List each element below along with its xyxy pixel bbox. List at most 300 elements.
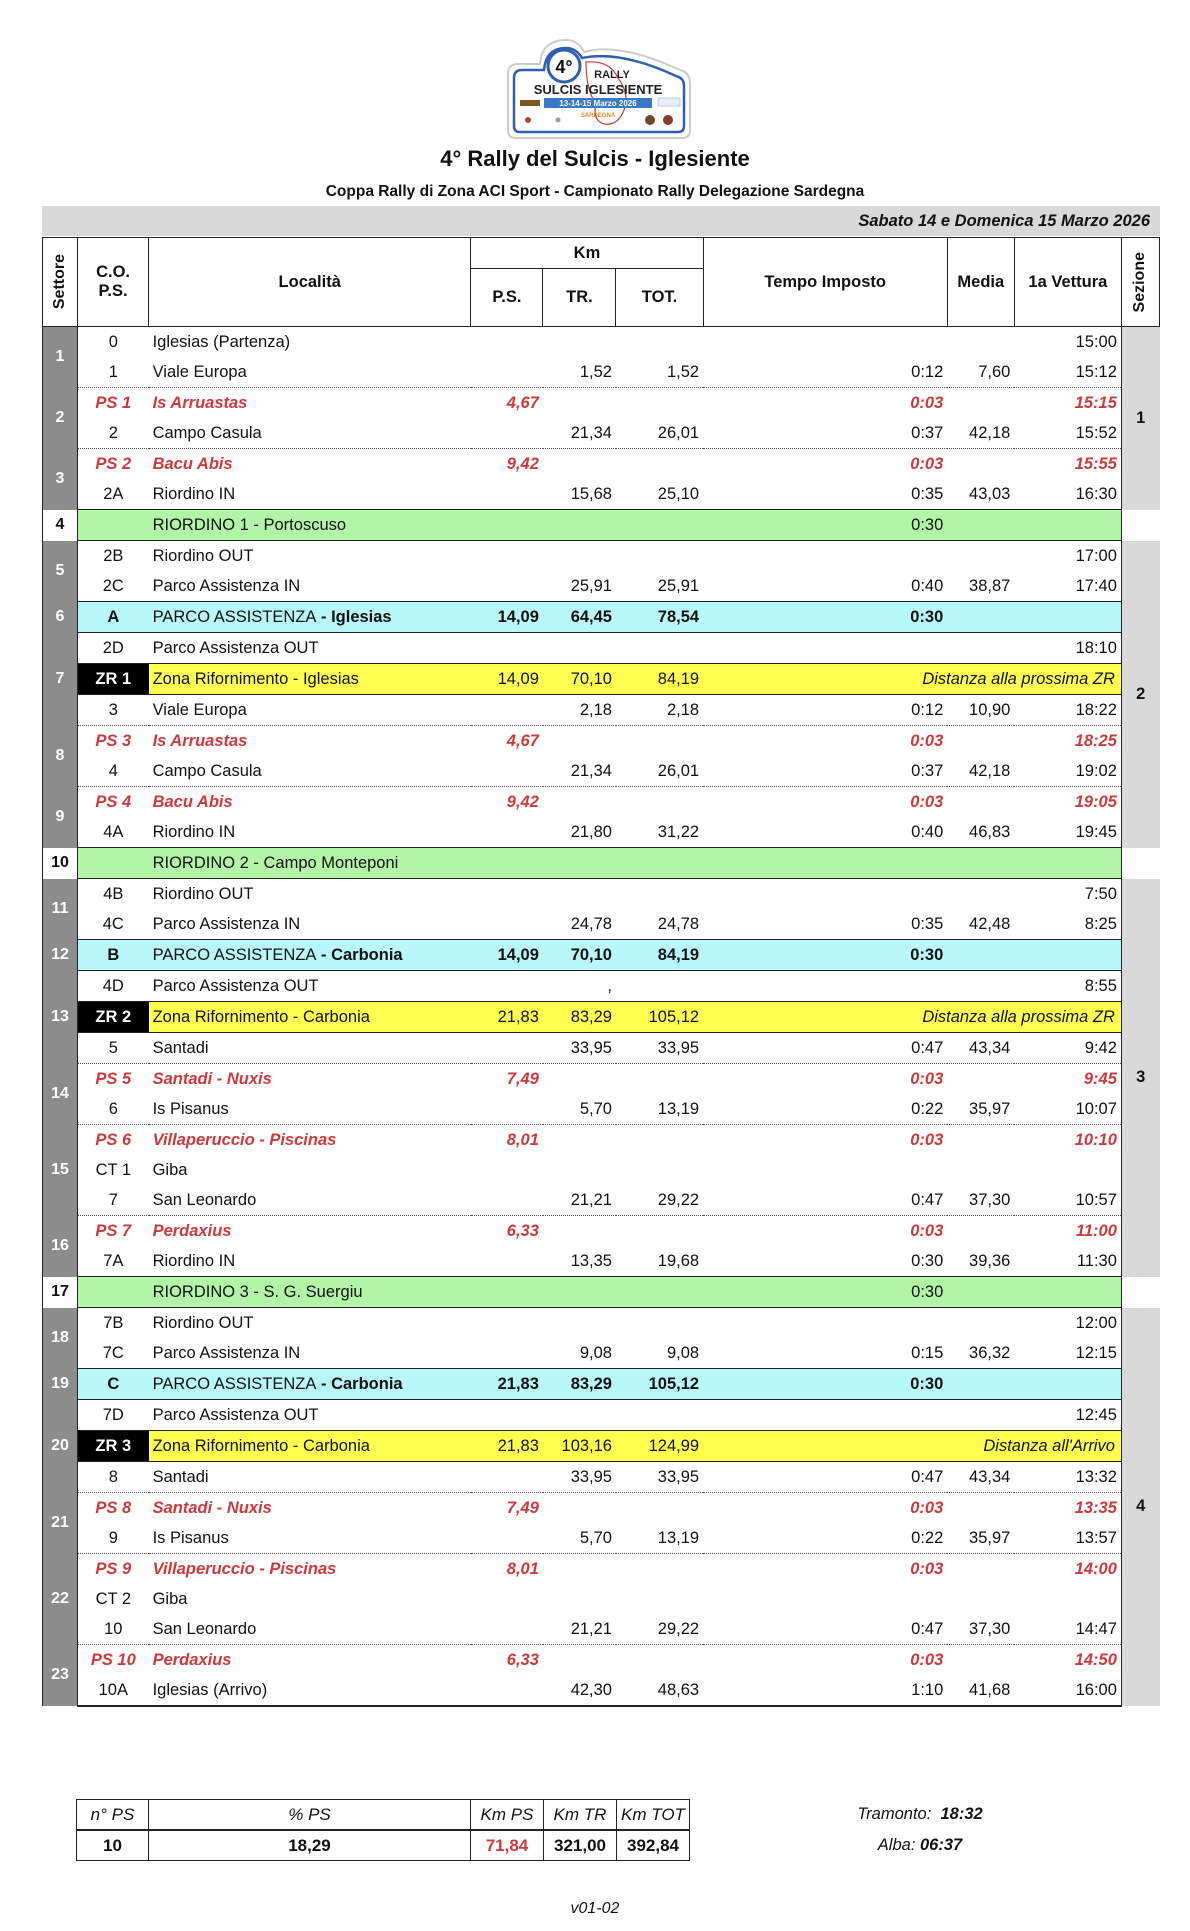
km-tr: 70,10 <box>543 664 616 695</box>
settore-number: 7 <box>43 633 78 726</box>
km-tr <box>543 1308 616 1339</box>
km-tr <box>543 541 616 572</box>
km-tot: 84,19 <box>616 940 703 971</box>
control-code: 7A <box>103 1251 124 1270</box>
control-row <box>43 327 1160 358</box>
location: Campo Casula <box>149 756 471 787</box>
location: Parco Assistenza OUT <box>152 976 319 995</box>
stage-row <box>43 726 1160 757</box>
control-code: 4B <box>103 884 124 903</box>
control-row <box>43 1675 1160 1706</box>
km-tr: 21,34 <box>543 418 616 449</box>
summary-header-pct-ps: % PS <box>149 1800 471 1831</box>
km-ps <box>471 971 543 1002</box>
regroup-row <box>43 848 1160 879</box>
event-date: Sabato 14 e Domenica 15 Marzo 2026 <box>858 212 1150 230</box>
km-tot: 2,18 <box>616 695 703 726</box>
stage-row <box>43 388 1160 419</box>
imposed-time: 0:30 <box>703 940 947 971</box>
average-speed <box>947 541 1014 572</box>
imposed-time: 0:03 <box>910 1650 944 1669</box>
km-ps: 21,83 <box>471 1369 543 1400</box>
first-car-time: 15:00 <box>1014 327 1121 358</box>
control-code: 7D <box>102 1405 124 1424</box>
km-ps <box>471 1584 543 1614</box>
km-tr <box>543 1125 616 1156</box>
km-ps <box>471 1185 543 1216</box>
km-tr: 21,21 <box>543 1614 616 1645</box>
average-speed <box>947 787 1014 818</box>
km-ps: 8,01 <box>506 1559 539 1578</box>
location: Campo Casula <box>149 418 471 449</box>
average-speed: 36,32 <box>969 1343 1011 1362</box>
service-park-row <box>43 940 1160 971</box>
location <box>149 940 471 971</box>
km-tr: 21,21 <box>543 1185 616 1216</box>
km-ps: 14,09 <box>471 940 543 971</box>
location-detail: - Carbonia <box>316 1374 403 1393</box>
first-car-time: 19:45 <box>1014 817 1121 848</box>
km-tot: 33,95 <box>616 1033 703 1064</box>
location: Is Arruastas <box>152 731 248 750</box>
average-speed <box>947 1308 1014 1339</box>
location: San Leonardo <box>149 1614 471 1645</box>
imposed-time <box>703 1400 947 1431</box>
imposed-time: 0:47 <box>703 1614 947 1645</box>
location: Giba <box>152 1589 188 1608</box>
imposed-time: 0:40 <box>911 822 944 841</box>
location: Riordino OUT <box>152 1313 254 1332</box>
control-code: C <box>78 1369 149 1400</box>
location: Zona Rifornimento - Carbonia <box>149 1002 471 1033</box>
control-code: 2 <box>78 418 149 449</box>
stage-row <box>43 1064 1160 1095</box>
first-car-time <box>1014 940 1121 971</box>
imposed-time: 1:10 <box>703 1675 947 1706</box>
average-speed <box>947 633 1014 664</box>
km-ps <box>471 817 543 848</box>
section-gap <box>1121 848 1159 879</box>
km-ps <box>471 1033 543 1064</box>
control-code: PS 8 <box>95 1498 132 1517</box>
first-car-time: 13:35 <box>1014 1493 1121 1524</box>
average-speed: 7,60 <box>947 357 1014 388</box>
refuel-zone-row <box>43 1431 1160 1462</box>
settore-number: 8 <box>43 726 78 787</box>
location: Is Pisanus <box>149 1094 471 1125</box>
km-ps <box>471 541 543 572</box>
km-tot <box>616 1064 703 1095</box>
km-ps <box>471 1614 543 1645</box>
control-row <box>43 1185 1160 1216</box>
control-code: PS 7 <box>95 1221 132 1240</box>
settore-number: 11 <box>43 879 78 940</box>
km-tr: 70,10 <box>543 940 616 971</box>
logo-line2: SULCIS IGLESIENTE <box>533 82 663 97</box>
km-ps: 4,67 <box>506 393 539 412</box>
col-header-tempo: Tempo Imposto <box>703 238 947 327</box>
imposed-time <box>703 879 947 910</box>
km-tr: 64,45 <box>543 602 616 633</box>
section-number: 4 <box>1121 1308 1159 1707</box>
km-tr: 2,18 <box>543 695 616 726</box>
summary-header-km-tot: Km TOT <box>617 1800 690 1831</box>
regroup-row <box>43 1277 1160 1308</box>
first-car-time: 15:52 <box>1014 418 1121 449</box>
logo-dates: 13-14-15 Marzo 2026 <box>559 99 637 108</box>
km-tot <box>616 726 703 757</box>
location: Santadi - Nuxis <box>152 1069 272 1088</box>
average-speed <box>947 1064 1014 1095</box>
settore-number: 4 <box>43 510 78 541</box>
control-row <box>43 1308 1160 1339</box>
km-tot <box>616 388 703 419</box>
km-tr <box>543 1277 616 1308</box>
imposed-time: 0:30 <box>703 510 947 541</box>
first-car-time: 10:10 <box>1014 1125 1121 1156</box>
imposed-time: 0:15 <box>911 1343 944 1362</box>
control-code <box>78 1277 149 1308</box>
km-ps: 14,09 <box>471 602 543 633</box>
km-tot: 78,54 <box>616 602 703 633</box>
km-tot <box>616 1125 703 1156</box>
control-code: PS 4 <box>95 792 132 811</box>
first-car-time: 11:00 <box>1014 1216 1121 1247</box>
first-car-time: 15:55 <box>1014 449 1121 480</box>
average-speed: 35,97 <box>947 1094 1014 1125</box>
summary-header-n-ps: n° PS <box>77 1800 149 1831</box>
first-car-time <box>1014 848 1121 879</box>
imposed-time: 0:03 <box>910 792 944 811</box>
km-tr: 33,95 <box>543 1033 616 1064</box>
settore-number: 23 <box>43 1645 78 1707</box>
first-car-time: 13:32 <box>1014 1462 1121 1493</box>
km-ps: 6,33 <box>506 1221 539 1240</box>
first-car-time: 18:10 <box>1014 633 1121 664</box>
imposed-time: 0:30 <box>911 1251 944 1270</box>
control-code: B <box>78 940 149 971</box>
control-code: 4A <box>103 822 124 841</box>
control-code: PS 6 <box>95 1130 132 1149</box>
km-ps: 7,49 <box>506 1069 539 1088</box>
first-car-time: 15:15 <box>1014 388 1121 419</box>
timetable <box>42 237 1160 1707</box>
km-tr <box>543 327 616 358</box>
average-speed <box>947 1554 1014 1585</box>
km-tr <box>543 1645 616 1676</box>
average-speed <box>947 1369 1014 1400</box>
location-main: PARCO ASSISTENZA <box>152 945 317 964</box>
control-code: 10 <box>78 1614 149 1645</box>
km-tot <box>616 1216 703 1247</box>
document-version: v01-02 <box>570 1900 620 1917</box>
section-number: 2 <box>1121 541 1159 848</box>
control-row <box>43 909 1160 940</box>
first-car-time: 8:55 <box>1014 971 1121 1002</box>
location: RIORDINO 2 - Campo Monteponi <box>149 848 471 879</box>
km-tr: 1,52 <box>543 357 616 388</box>
km-tot <box>616 971 703 1002</box>
km-tot <box>616 633 703 664</box>
control-code <box>78 510 149 541</box>
average-speed <box>947 726 1014 757</box>
control-code: PS 9 <box>95 1559 132 1578</box>
average-speed <box>947 1645 1014 1676</box>
logo-region: SARDEGNA <box>580 113 616 119</box>
km-ps <box>471 1308 543 1339</box>
location: Zona Rifornimento - Carbonia <box>149 1431 471 1462</box>
control-code: 8 <box>78 1462 149 1493</box>
control-code: 6 <box>78 1094 149 1125</box>
average-speed <box>947 971 1014 1002</box>
average-speed: 35,97 <box>947 1523 1014 1554</box>
first-car-time: 18:25 <box>1014 726 1121 757</box>
average-speed <box>947 327 1014 358</box>
control-row <box>43 1614 1160 1645</box>
average-speed: 41,68 <box>947 1675 1014 1706</box>
average-speed: 39,36 <box>969 1251 1011 1270</box>
average-speed: 42,18 <box>947 418 1014 449</box>
control-code: 1 <box>78 357 149 388</box>
km-tot: 13,19 <box>616 1523 703 1554</box>
summary-pct-ps: 18,29 <box>149 1830 471 1861</box>
first-car-time <box>1014 602 1121 633</box>
km-tot: 19,68 <box>657 1251 700 1270</box>
imposed-time: 0:03 <box>910 1559 944 1578</box>
km-tot: 33,95 <box>616 1462 703 1493</box>
control-row <box>43 633 1160 664</box>
km-ps <box>471 1462 543 1493</box>
km-tot: 26,01 <box>616 418 703 449</box>
stage-row <box>43 1216 1160 1247</box>
km-tr: 9,08 <box>579 1343 612 1362</box>
km-ps <box>471 1675 543 1706</box>
sunset-info <box>820 1805 1020 1824</box>
control-code: 2B <box>103 546 124 565</box>
first-car-time: 16:00 <box>1014 1675 1121 1706</box>
location: Santadi <box>149 1033 471 1064</box>
first-car-time: 12:00 <box>1014 1308 1121 1339</box>
location: Riordino IN <box>152 822 236 841</box>
average-speed <box>947 940 1014 971</box>
km-tr: , <box>607 976 612 995</box>
km-ps <box>471 1400 543 1431</box>
km-tr <box>543 1493 616 1524</box>
km-tr <box>543 1400 616 1431</box>
col-header-km-tot: TOT. <box>616 269 703 327</box>
imposed-time: 0:47 <box>703 1462 947 1493</box>
emblem-icon <box>663 115 673 125</box>
km-tot: 25,91 <box>657 576 700 595</box>
summary-km-tr: 321,00 <box>544 1830 617 1861</box>
stage-row <box>43 449 1160 480</box>
km-tr: 42,30 <box>543 1675 616 1706</box>
sponsor-icon <box>520 100 540 106</box>
control-row <box>43 1584 1160 1614</box>
km-ps <box>471 418 543 449</box>
average-speed: 38,87 <box>969 576 1011 595</box>
km-tot <box>616 449 703 480</box>
location: Riordino OUT <box>152 546 254 565</box>
imposed-time: 0:03 <box>910 731 944 750</box>
km-tr <box>543 510 616 541</box>
first-car-time <box>1014 1277 1121 1308</box>
settore-number: 14 <box>43 1064 78 1125</box>
imposed-time <box>703 848 947 879</box>
emblem-icon <box>556 118 561 123</box>
settore-number: 6 <box>43 602 78 633</box>
service-park-row <box>43 1369 1160 1400</box>
location: Zona Rifornimento - Iglesias <box>149 664 471 695</box>
km-ps: 21,83 <box>471 1431 543 1462</box>
km-tr: 21,80 <box>570 822 612 841</box>
imposed-time: 0:47 <box>703 1033 947 1064</box>
imposed-time: 0:30 <box>703 1369 947 1400</box>
first-car-time: 10:57 <box>1014 1185 1121 1216</box>
location: Iglesias (Arrivo) <box>149 1675 471 1706</box>
summary-header-km-ps: Km PS <box>471 1800 544 1831</box>
sunset-time: 18:32 <box>940 1805 983 1823</box>
km-tr: 33,95 <box>543 1462 616 1493</box>
sunrise-label: Alba: <box>877 1836 916 1854</box>
km-ps <box>471 479 543 510</box>
imposed-time: 0:03 <box>910 1221 944 1240</box>
km-ps <box>471 909 543 940</box>
imposed-time: 0:22 <box>703 1523 947 1554</box>
location: Is Arruastas <box>152 393 248 412</box>
location: Is Pisanus <box>149 1523 471 1554</box>
km-ps <box>471 695 543 726</box>
control-row <box>43 418 1160 449</box>
imposed-time: 0:47 <box>703 1185 947 1216</box>
average-speed: 46,83 <box>969 822 1011 841</box>
control-row <box>43 541 1160 572</box>
col-header-km-ps: P.S. <box>471 269 543 327</box>
location: Giba <box>152 1160 188 1179</box>
settore-number: 1 <box>43 327 78 388</box>
settore-number: 20 <box>43 1400 78 1493</box>
imposed-time <box>703 327 947 358</box>
first-car-time: 19:05 <box>1014 787 1121 818</box>
sunrise-time: 06:37 <box>920 1836 963 1854</box>
km-tr <box>543 879 616 910</box>
average-speed <box>947 510 1014 541</box>
km-tot <box>616 879 703 910</box>
first-car-time: 14:47 <box>1014 1614 1121 1645</box>
col-header-vettura: 1a Vettura <box>1014 238 1121 327</box>
km-tr <box>543 388 616 419</box>
control-code: 9 <box>78 1523 149 1554</box>
rally-logo <box>500 34 696 142</box>
control-code: PS 3 <box>95 731 132 750</box>
km-ps <box>471 1277 543 1308</box>
km-tr: 83,29 <box>543 1369 616 1400</box>
col-header-km: Km <box>471 238 703 269</box>
average-speed <box>947 1493 1014 1524</box>
imposed-time: 0:35 <box>911 914 944 933</box>
stage-row <box>43 1554 1160 1585</box>
stage-row <box>43 1493 1160 1524</box>
distance-note: Distanza alla prossima ZR <box>703 664 1121 695</box>
km-tr: 103,16 <box>543 1431 616 1462</box>
location: Bacu Abis <box>152 792 233 811</box>
average-speed <box>947 388 1014 419</box>
km-tr <box>543 787 616 818</box>
logo-line1: RALLY <box>594 69 630 81</box>
location-main: PARCO ASSISTENZA <box>152 607 317 626</box>
km-tr: 83,29 <box>543 1002 616 1033</box>
location <box>149 1369 471 1400</box>
first-car-time: 17:00 <box>1014 541 1121 572</box>
km-tot: 124,99 <box>616 1431 703 1462</box>
summary-table <box>76 1799 690 1861</box>
average-speed <box>947 449 1014 480</box>
km-tot: 9,08 <box>666 1343 700 1362</box>
imposed-time: 0:03 <box>910 1130 944 1149</box>
sunrise-info <box>820 1836 1020 1855</box>
average-speed: 37,30 <box>947 1614 1014 1645</box>
control-row <box>43 756 1160 787</box>
location: San Leonardo <box>149 1185 471 1216</box>
summary-km-tot: 392,84 <box>617 1830 690 1861</box>
imposed-time: 0:30 <box>703 602 947 633</box>
first-car-time: 15:12 <box>1014 357 1121 388</box>
control-code: 0 <box>108 332 118 351</box>
imposed-time <box>703 1584 947 1614</box>
km-tr: 25,91 <box>570 576 612 595</box>
control-code: PS 2 <box>95 454 132 473</box>
control-code: 4C <box>102 914 124 933</box>
first-car-time <box>1014 1155 1121 1185</box>
average-speed <box>947 1216 1014 1247</box>
first-car-time <box>1014 510 1121 541</box>
control-code <box>78 848 149 879</box>
imposed-time: 0:03 <box>910 454 944 473</box>
col-header-sezione: Sezione <box>1121 238 1159 327</box>
average-speed: 37,30 <box>947 1185 1014 1216</box>
col-header-co: C.O. P.S. <box>78 238 149 327</box>
section-number: 1 <box>1121 327 1159 510</box>
distance-note: Distanza alla prossima ZR <box>703 1002 1121 1033</box>
first-car-time: 11:30 <box>1014 1246 1121 1277</box>
km-tot: 13,19 <box>616 1094 703 1125</box>
average-speed <box>947 1400 1014 1431</box>
location-detail: - Iglesias <box>316 607 392 626</box>
control-row <box>43 357 1160 388</box>
control-code: 5 <box>78 1033 149 1064</box>
imposed-time <box>703 541 947 572</box>
control-code: 7 <box>78 1185 149 1216</box>
settore-number: 2 <box>43 388 78 449</box>
emblem-icon <box>645 115 655 125</box>
average-speed <box>947 1125 1014 1156</box>
km-ps <box>471 633 543 664</box>
first-car-time: 9:42 <box>1014 1033 1121 1064</box>
control-code: 2A <box>103 484 124 503</box>
stage-row <box>43 1645 1160 1676</box>
location: Iglesias (Partenza) <box>152 332 291 351</box>
control-code: 7C <box>102 1343 124 1362</box>
settore-number: 15 <box>43 1125 78 1216</box>
control-code: 10A <box>78 1675 149 1706</box>
control-row <box>43 971 1160 1002</box>
summary-km-ps: 71,84 <box>471 1830 544 1861</box>
location: Villaperuccio - Piscinas <box>152 1130 337 1149</box>
km-tot: 1,52 <box>616 357 703 388</box>
control-code: 4 <box>78 756 149 787</box>
stage-row <box>43 787 1160 818</box>
control-code: ZR 3 <box>78 1431 149 1462</box>
